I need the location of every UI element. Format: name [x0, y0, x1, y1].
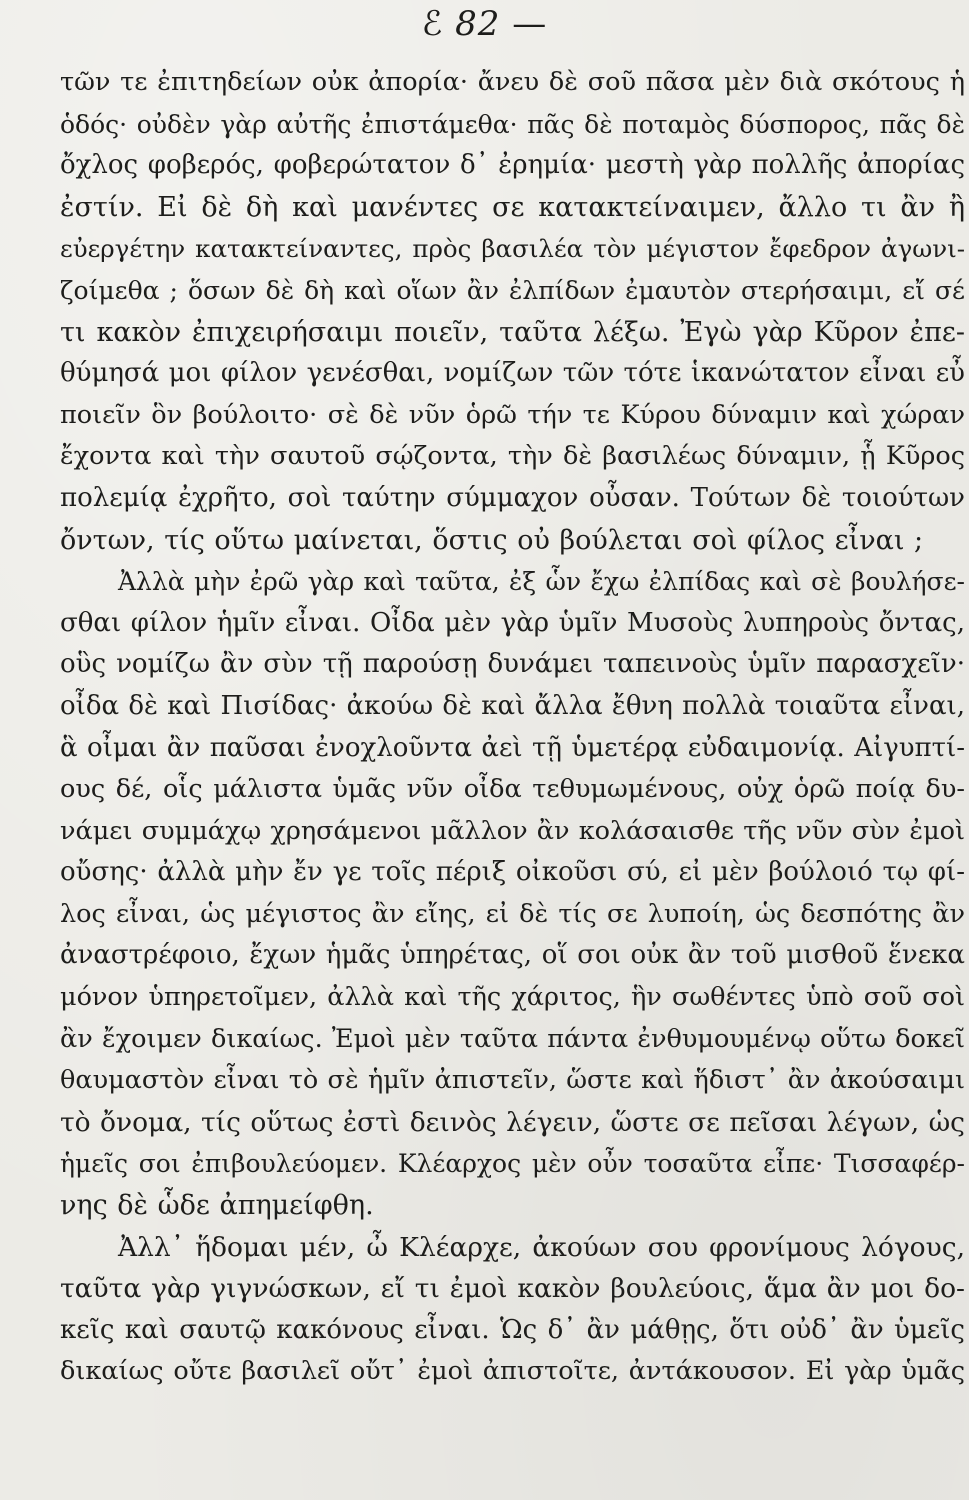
- text-line: σθαι φίλον ἡμῖν εἶναι. Οἶδα μὲν γὰρ ὑμῖν Μυσοὺς λυπηροὺς ὄντας,: [60, 607, 965, 638]
- paragraph-first-line: Ἀλλὰ μὴν ἐρῶ γὰρ καὶ ταῦτα, ἐξ ὧν ἔχω ἐλπίδας καὶ σὲ βουλήσε-: [118, 567, 965, 597]
- text-line: ἔχοντα καὶ τὴν σαυτοῦ σῴζοντα, τὴν δὲ βασιλέως δύναμιν, ᾗ Κῦρος: [60, 441, 965, 472]
- text-line: ους δέ, οἷς μάλιστα ὑμᾶς νῦν οἶδα τεθυμωμένους, οὐχ ὁρῶ ποίᾳ δυ-: [60, 774, 965, 805]
- text-line: ἐστίν. Εἰ δὲ δὴ καὶ μανέντες σε κατακτείναιμεν, ἄλλο τι ἂν ἢ: [60, 191, 965, 223]
- paragraph-first-line: Ἀλλ᾽ ἥδομαι μέν, ὦ Κλέαρχε, ἀκούων σου φρονίμους λόγους,: [118, 1231, 965, 1263]
- page-dash: —: [512, 4, 548, 44]
- text-line: πολεμίᾳ ἐχρῆτο, σοὶ ταύτην σύμμαχον οὖσαν. Τούτων δὲ τοιούτων: [60, 482, 965, 513]
- text-line: οὔσης· ἀλλὰ μὴν ἔν γε τοῖς πέριξ οἰκοῦσι σύ, εἰ μὲν βούλοιό τῳ φί-: [60, 857, 965, 888]
- page-number: 82: [455, 4, 501, 44]
- text-line: τὸ ὄνομα, τίς οὕτως ἐστὶ δεινὸς λέγειν, ὥστε σε πεῖσαι λέγων, ὡς: [60, 1106, 965, 1138]
- text-line: οὓς νομίζω ἂν σὺν τῇ παρούσῃ δυνάμει ταπεινοὺς ὑμῖν παρασχεῖν·: [60, 649, 965, 680]
- body-text: [60, 62, 965, 1393]
- text-line: νάμει συμμάχῳ χρησάμενοι μᾶλλον ἂν κολάσαισθε τῆς νῦν σὺν ἐμοὶ: [60, 815, 965, 846]
- text-line: τῶν τε ἐπιτηδείων οὐκ ἀπορία· ἄνευ δὲ σοῦ πᾶσα μὲν διὰ σκότους ἡ: [60, 67, 965, 97]
- text-line: τι κακὸν ἐπιχειρήσαιμι ποιεῖν, ταῦτα λέξω. Ἐγὼ γὰρ Κῦρον ἐπε-: [60, 316, 965, 348]
- text-line: εὐεργέτην κατακτείναντες, πρὸς βασιλέα τὸν μέγιστον ἔφεδρον ἀγωνι-: [60, 234, 965, 264]
- text-line: θύμησά μοι φίλον γενέσθαι, νομίζων τῶν τότε ἱκανώτατον εἶναι εὖ: [60, 358, 965, 389]
- text-line: ζοίμεθα ; ὅσων δὲ δὴ καὶ οἵων ἂν ἐλπίδων ἐμαυτὸν στερήσαιμι, εἴ σέ: [60, 275, 965, 305]
- text-line: ὄντων, τίς οὕτω μαίνεται, ὅστις οὐ βούλεται σοὶ φίλος εἶναι ;: [60, 524, 924, 556]
- text-line: δικαίως οὔτε βασιλεῖ οὔτ᾽ ἐμοὶ ἀπιστοῖτε, ἀντάκουσον. Εἰ γὰρ ὑμᾶς: [60, 1356, 965, 1387]
- page-header: [0, 4, 969, 44]
- text-line: οἶδα δὲ καὶ Πισίδας· ἀκούω δὲ καὶ ἄλλα ἔθνη πολλὰ τοιαῦτα εἶναι,: [60, 690, 965, 721]
- text-line: νης δὲ ὧδε ἀπημείφθη.: [60, 1190, 374, 1222]
- text-line: λος εἶναι, ὡς μέγιστος ἂν εἴης, εἰ δὲ τίς σε λυποίη, ὡς δεσπότης ἂν: [60, 898, 965, 929]
- text-line: κεῖς καὶ σαυτῷ κακόνους εἶναι. Ὡς δ᾽ ἂν μάθῃς, ὅτι οὐδ᾽ ἂν ὑμεῖς: [60, 1314, 965, 1345]
- text-line: ἂν ἔχοιμεν δικαίως. Ἐμοὶ μὲν ταῦτα πάντα ἐνθυμουμένῳ οὕτω δοκεῖ: [60, 1023, 965, 1054]
- text-line: θαυμαστὸν εἶναι τὸ σὲ ἡμῖν ἀπιστεῖν, ὥστε καὶ ἥδιστ᾽ ἂν ἀκούσαιμι: [60, 1065, 965, 1096]
- text-line: ἃ οἶμαι ἂν παῦσαι ἐνοχλοῦντα ἀεὶ τῇ ὑμετέρᾳ εὐδαιμονίᾳ. Αἰγυπτί-: [60, 732, 965, 763]
- text-line: ποιεῖν ὃν βούλοιτο· σὲ δὲ νῦν ὁρῶ τήν τε Κύρου δύναμιν καὶ χώραν: [60, 399, 965, 430]
- text-line: ὁδός· οὐδὲν γὰρ αὐτῆς ἐπιστάμεθα· πᾶς δὲ ποταμὸς δύσπορος, πᾶς δὲ: [60, 109, 965, 139]
- text-line: ἡμεῖς σοι ἐπιβουλεύομεν. Κλέαρχος μὲν οὖν τοσαῦτα εἶπε· Τισσαφέρ-: [60, 1149, 965, 1179]
- page-mark: ℰ: [421, 4, 444, 44]
- text-line: ὄχλος φοβερός, φοβερώτατον δ᾽ ἐρημία· μεστὴ γὰρ πολλῆς ἀπορίας: [60, 150, 965, 181]
- text-line: ταῦτα γὰρ γιγνώσκων, εἴ τι ἐμοὶ κακὸν βουλεύοις, ἅμα ἂν μοι δο-: [60, 1273, 965, 1305]
- text-line: μόνον ὑπηρετοῖμεν, ἀλλὰ καὶ τῆς χάριτος, ἣν σωθέντες ὑπὸ σοῦ σοὶ: [60, 982, 965, 1013]
- text-line: ἀναστρέφοιο, ἔχων ἡμᾶς ὑπηρέτας, οἵ σοι οὐκ ἂν τοῦ μισθοῦ ἕνεκα: [60, 940, 965, 971]
